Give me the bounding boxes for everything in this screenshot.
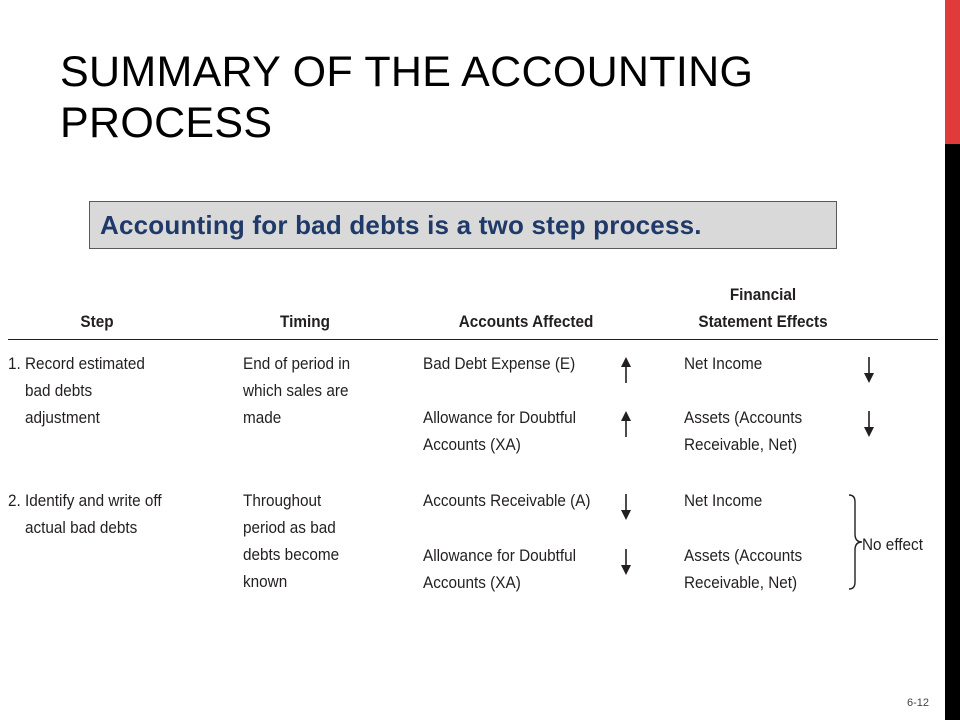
row-2-effect-2: Assets (Accounts Receivable, Net) xyxy=(684,546,803,592)
row-1-step: 1. Record estimated bad debts adjustment xyxy=(8,354,145,427)
up-arrow-icon xyxy=(621,357,631,383)
right-sidebar-accent xyxy=(945,0,960,144)
row-2-timing: Throughout period as bad debts become known xyxy=(243,491,340,591)
callout-box: Accounting for bad debts is a two step process. xyxy=(89,201,837,249)
down-arrow-icon xyxy=(621,549,631,575)
header-step: Step xyxy=(80,312,114,331)
header-accounts-affected: Accounts Affected xyxy=(458,312,594,331)
row-1-account-1: Bad Debt Expense (E) xyxy=(423,354,576,373)
row-1-effect-2: Assets (Accounts Receivable, Net) xyxy=(684,408,803,454)
header-rule xyxy=(8,339,938,340)
row-1-effect-1: Net Income xyxy=(684,354,763,373)
slide-title-line-2: PROCESS xyxy=(60,99,273,147)
row-1-timing: End of period in which sales are made xyxy=(243,354,351,427)
row-2-step: 2. Identify and write off actual bad debts xyxy=(8,491,162,537)
header-effects-line-2: Statement Effects xyxy=(698,312,828,331)
row-2-account-2: Allowance for Doubtful Accounts (XA) xyxy=(423,546,577,592)
header-effects-line-1: Financial xyxy=(729,285,797,304)
page-number: 6-12 xyxy=(907,697,930,709)
no-effect-label: No effect xyxy=(862,535,923,554)
down-arrow-icon xyxy=(864,411,874,437)
down-arrow-icon xyxy=(864,357,874,383)
row-2-effect-1: Net Income xyxy=(684,491,763,510)
row-2-account-1: Accounts Receivable (A) xyxy=(423,491,591,510)
down-arrow-icon xyxy=(621,494,631,520)
up-arrow-icon xyxy=(621,411,631,437)
slide-title-line-1: SUMMARY OF THE ACCOUNTING xyxy=(60,48,754,96)
row-1-account-2: Allowance for Doubtful Accounts (XA) xyxy=(423,408,577,454)
header-timing: Timing xyxy=(280,312,330,331)
